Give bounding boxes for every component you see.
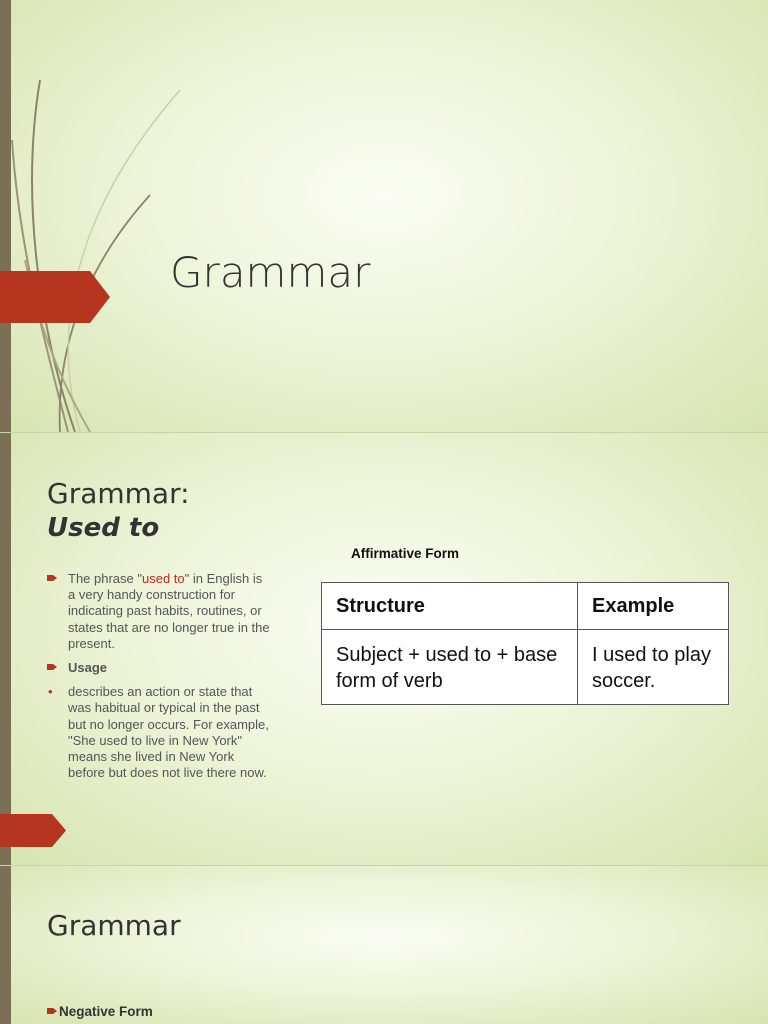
slide-title: Grammar:	[47, 477, 190, 510]
bullet-text: Usage	[68, 660, 108, 676]
slide-title: Grammar	[47, 909, 181, 942]
swoosh-decoration	[0, 0, 200, 432]
table-label: Affirmative Form	[351, 546, 460, 561]
used-to-slide	[0, 433, 768, 865]
bullet-text: " in English is a very handy construction for indicating past habits, routines, or states that are no longer true in the present.	[68, 571, 270, 651]
arrow-tag-icon	[0, 271, 110, 323]
table-header: Structure	[322, 583, 578, 630]
bullet-text: Negative Form	[59, 1004, 153, 1019]
left-bar	[0, 433, 11, 865]
bullet-item	[47, 1004, 153, 1019]
table-header-row	[322, 583, 729, 630]
slide-title: Grammar	[170, 248, 371, 297]
slide-subtitle: Used to	[47, 513, 160, 543]
title-slide	[0, 0, 768, 432]
affirmative-form-table	[321, 582, 729, 705]
left-bar	[0, 866, 11, 1024]
bullet-item	[47, 660, 272, 676]
bullet-text: The phrase "	[68, 571, 142, 586]
table-header: Example	[578, 583, 729, 630]
dot-bullet-icon: •	[48, 684, 53, 700]
bullet-item	[47, 684, 272, 781]
negative-form-slide	[0, 866, 768, 1024]
highlight-text: used to	[142, 571, 185, 586]
table-cell: Subject + used to + base form of verb	[322, 630, 578, 705]
pencil-arrow-icon	[47, 663, 57, 671]
table-row	[322, 630, 729, 705]
table-cell: I used to play soccer.	[578, 630, 729, 705]
pencil-arrow-icon	[47, 574, 57, 582]
pencil-arrow-icon	[47, 1007, 57, 1015]
bullet-list	[47, 571, 272, 789]
arrow-tag-icon	[0, 814, 66, 847]
bullet-item	[47, 571, 272, 652]
bullet-text: describes an action or state that was habitual or typical in the past but no longer occurs. For example, "She used to live in New York" means she lived in New York before but does not live there now.	[68, 684, 269, 781]
